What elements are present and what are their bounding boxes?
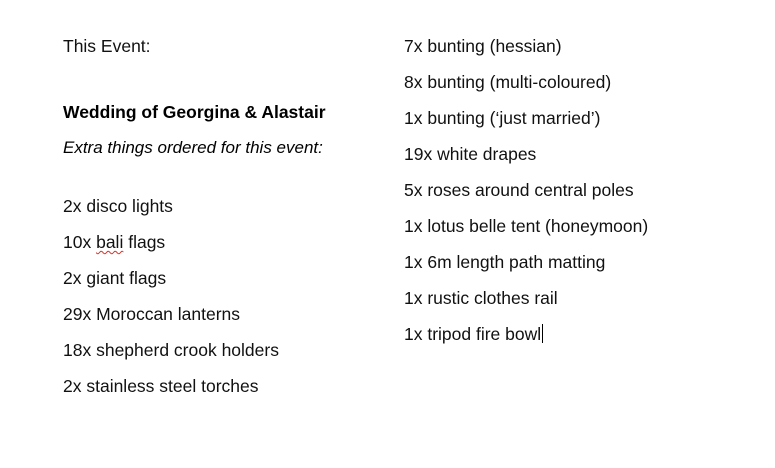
list-item xyxy=(404,316,754,352)
spacer xyxy=(63,64,393,94)
item-text: giant flags xyxy=(81,268,167,288)
item-text: bunting (‘just married’) xyxy=(422,108,601,128)
list-item xyxy=(63,224,393,260)
item-text: disco lights xyxy=(81,196,173,216)
item-text: shepherd crook holders xyxy=(91,340,279,360)
text-caret xyxy=(542,324,543,343)
item-qty: 10x xyxy=(63,232,92,252)
item-qty: 1x xyxy=(404,108,423,128)
event-title: Wedding of Georgina & Alastair xyxy=(63,102,326,122)
left-column xyxy=(63,28,393,404)
list-item xyxy=(404,28,754,64)
item-qty: 7x xyxy=(404,36,423,56)
item-text: stainless steel torches xyxy=(81,376,259,396)
item-qty: 18x xyxy=(63,340,92,360)
list-item xyxy=(63,332,393,368)
list-item xyxy=(63,368,393,404)
list-item xyxy=(404,100,754,136)
item-qty: 2x xyxy=(63,196,82,216)
item-text: 6m length path matting xyxy=(422,252,606,272)
item-qty: 29x xyxy=(63,304,92,324)
item-text: tripod fire bowl xyxy=(422,324,542,344)
list-item xyxy=(404,208,754,244)
spacer xyxy=(63,166,393,188)
item-qty: 2x xyxy=(63,376,82,396)
list-item xyxy=(404,136,754,172)
this-event-label: This Event: xyxy=(63,36,151,56)
item-qty: 1x xyxy=(404,252,423,272)
item-text: rustic clothes rail xyxy=(422,288,558,308)
item-qty: 8x xyxy=(404,72,423,92)
extras-label: Extra things ordered for this event: xyxy=(63,138,323,157)
list-item xyxy=(404,244,754,280)
list-item xyxy=(63,296,393,332)
item-text: bunting (hessian) xyxy=(422,36,562,56)
list-item xyxy=(404,172,754,208)
right-column xyxy=(404,28,754,352)
item-qty: 2x xyxy=(63,268,82,288)
list-item xyxy=(63,188,393,224)
item-qty: 1x xyxy=(404,324,423,344)
misspelled-word: bali xyxy=(96,232,124,252)
list-item xyxy=(404,64,754,100)
item-text: Moroccan lanterns xyxy=(91,304,241,324)
list-item xyxy=(404,280,754,316)
item-qty: 19x xyxy=(404,144,433,164)
list-item xyxy=(63,260,393,296)
item-qty: 5x xyxy=(404,180,423,200)
item-qty: 1x xyxy=(404,216,423,236)
item-text: bunting (multi-coloured) xyxy=(422,72,612,92)
item-text: roses around central poles xyxy=(422,180,634,200)
item-text: lotus belle tent (honeymoon) xyxy=(422,216,649,236)
item-text: white drapes xyxy=(432,144,537,164)
item-text: flags xyxy=(123,232,166,252)
item-qty: 1x xyxy=(404,288,423,308)
